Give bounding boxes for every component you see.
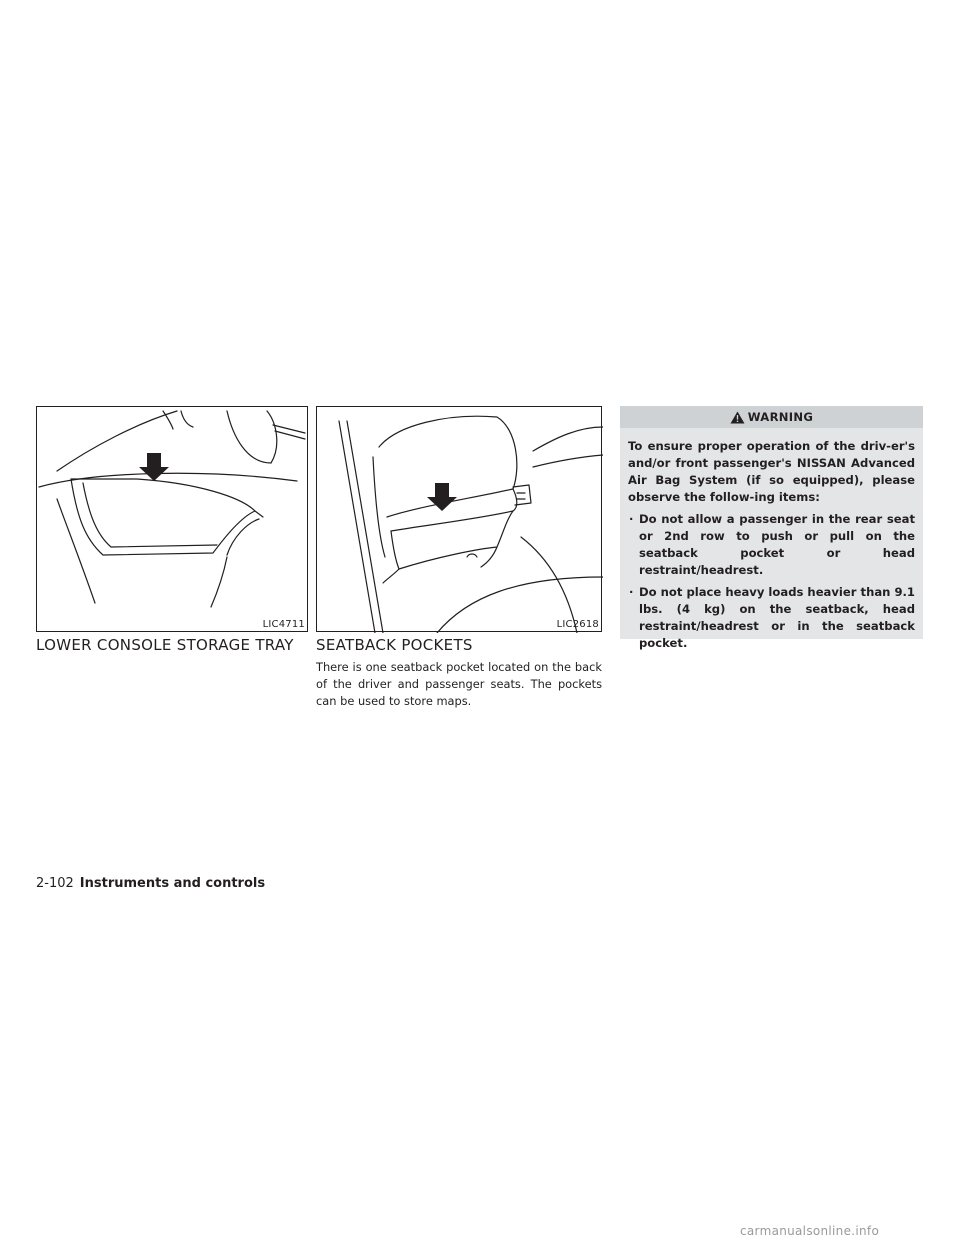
warning-item: · Do not allow a passenger in the rear seat or 2nd row to push or pull on the seatback pocket or head restraint/headrest.	[628, 511, 915, 579]
warning-header	[620, 406, 923, 428]
figure-code: LIC4711	[262, 619, 305, 630]
down-arrow-icon	[427, 483, 457, 511]
page-footer	[36, 876, 265, 891]
figure-code: LIC2618	[556, 619, 599, 630]
seatback-pockets-heading: SEATBACK POCKETS	[316, 636, 473, 654]
console-tray-heading: LOWER CONSOLE STORAGE TRAY	[36, 636, 294, 654]
seatback-pockets-description: There is one seatback pocket located on the back of the driver and passenger seats. The pockets can be used to store maps.	[316, 660, 602, 708]
seatback-pocket-drawing	[317, 407, 603, 633]
warning-item: · Do not place heavy loads heavier than 9.1 lbs. (4 kg) on the seatback, head restraint/headrest or in the seatback pocket.	[628, 584, 915, 652]
warning-list	[628, 511, 915, 652]
warning-triangle-icon	[730, 411, 745, 424]
watermark: carmanualsonline.info	[740, 1224, 880, 1238]
warning-intro: To ensure proper operation of the driv-er's and/or front passenger's NISSAN Advanced Air Bag System (if so equipped), please observe the follow-ing items:	[628, 439, 915, 504]
warning-box	[620, 406, 923, 650]
warning-title: WARNING	[747, 410, 814, 424]
console-tray-drawing	[37, 407, 309, 633]
down-arrow-icon	[139, 453, 169, 481]
page-number: 2-102	[36, 876, 74, 891]
section-title: Instruments and controls	[79, 876, 266, 891]
console-tray-illustration	[36, 406, 308, 632]
seatback-pocket-illustration	[316, 406, 602, 632]
